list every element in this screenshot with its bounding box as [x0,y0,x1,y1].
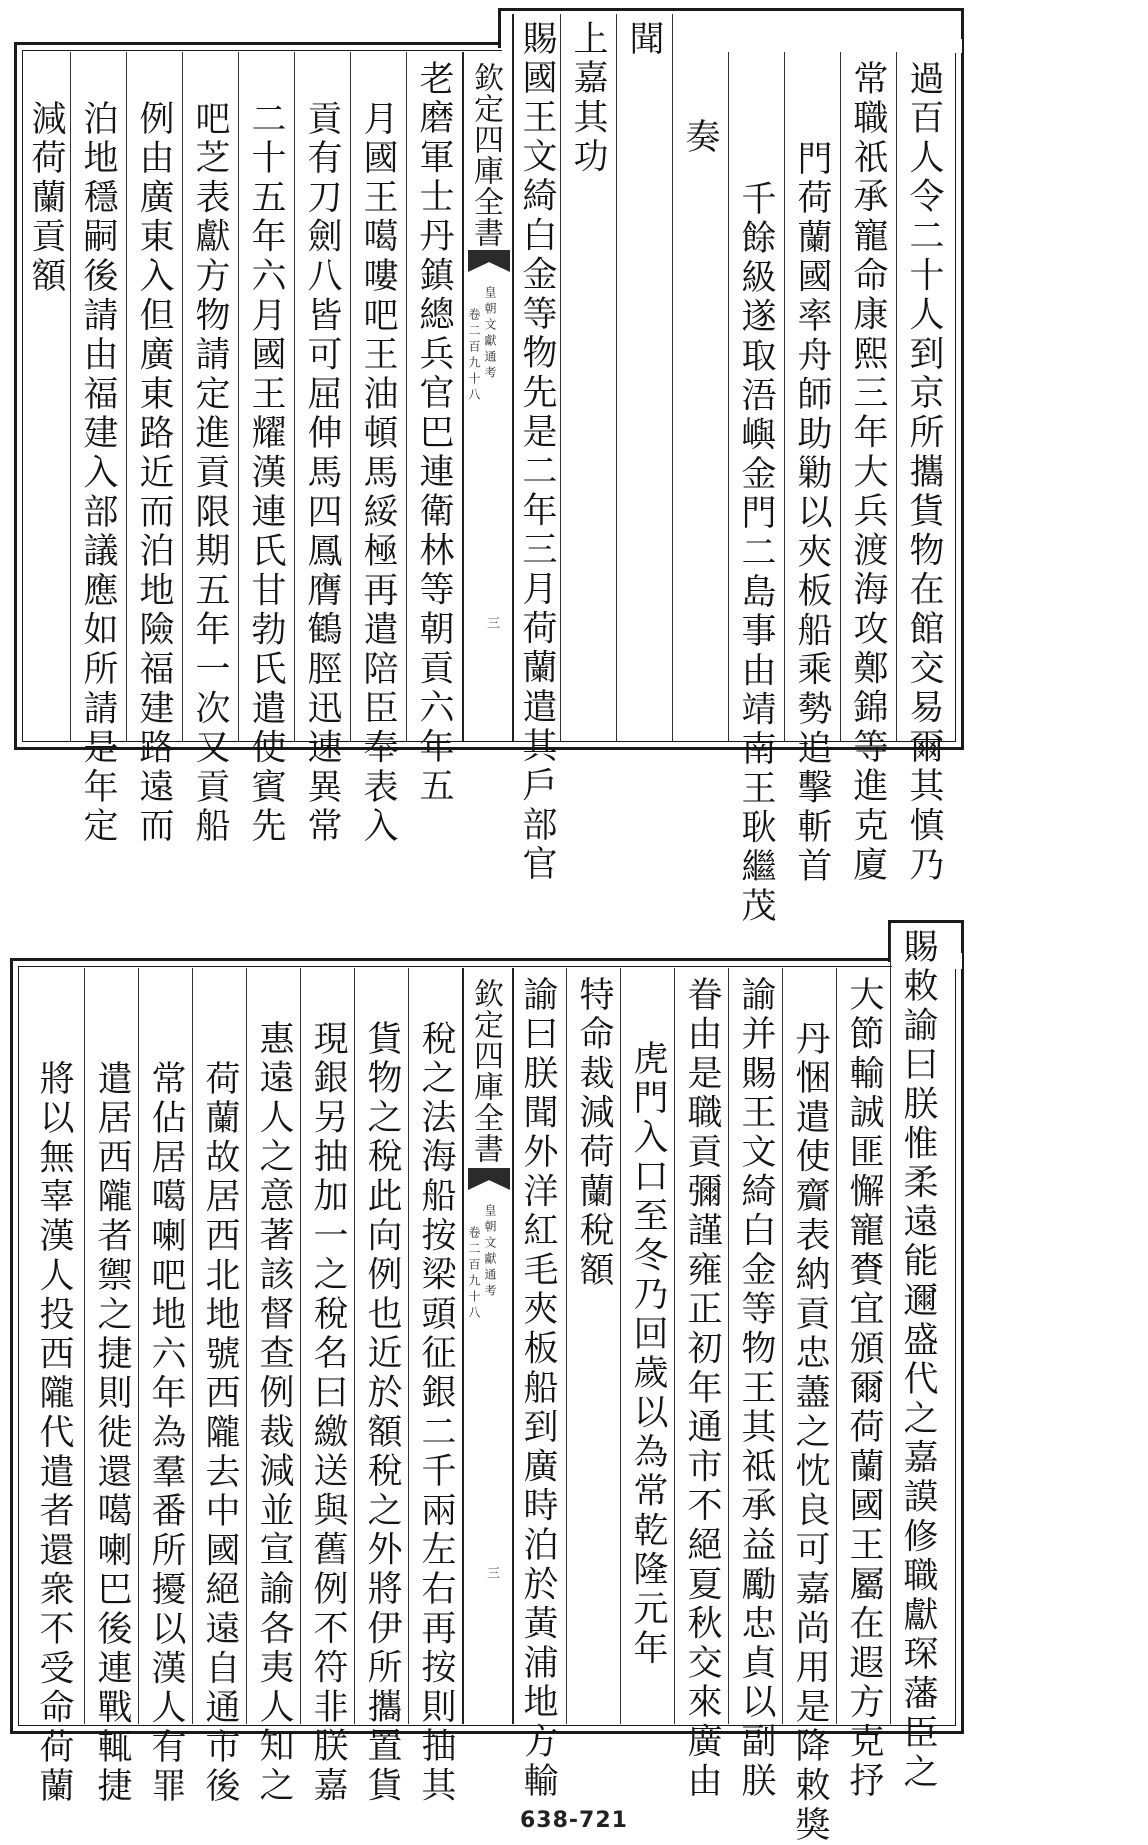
center-title: 欽定四庫全書 [468,62,503,248]
text-column: 虎門入口至冬乃回歲以為常乾隆元年 [628,1040,668,1669]
text-column: 常佔居噶喇吧地六年為羣番所擾以漢人有罪 [146,1060,186,1807]
text-column: 月國王噶嘍吧王油頓馬綏極再遣陪臣奉表入 [358,100,398,847]
text-column: 特命裁減荷蘭稅額 [574,976,614,1291]
center-strip [464,54,512,742]
text-column: 老磨軍士丹鎮總兵官巴連衛林等朝貢六年五 [414,60,454,807]
text-column: 過百人令二十人到京所攜貨物在館交易爾其慎乃 [904,60,944,886]
text-column: 貢有刀劍八皆可屈伸馬四鳳膺鶴脛迅速異常 [302,100,342,847]
text-column: 貨物之稅此向例也近於額稅之外將伊所攜置貨 [362,1020,402,1806]
text-column: 諭曰朕聞外洋紅毛夾板船到廣時泊於黃浦地方輸 [518,976,558,1802]
text-column: 賜國王文綺白金等物先是二年三月荷蘭遣其戶部官 [517,20,557,885]
center-strip [464,970,512,1724]
text-column: 眷由是職貢彌謹雍正初年通市不絕夏秋交來廣由 [682,976,722,1802]
text-column: 賜敕諭曰朕惟柔遠能邇盛代之嘉謨修職獻琛藩臣之 [898,928,938,1793]
text-column: 吧芝表獻方物請定進貢限期五年一次又貢船 [190,100,230,847]
text-column: 大節輸誠匪懈寵賚宜頒爾荷蘭國王屬在遐方克抒 [844,976,884,1802]
text-column: 常職祇承寵命康熙三年大兵渡海攻鄭錦等進克廈 [848,60,888,886]
center-title: 欽定四庫全書 [468,978,503,1164]
text-column: 減荷蘭貢額 [26,100,66,297]
page-footer-number: 638-721 [520,1808,628,1833]
text-column: 千餘級遂取浯嶼金門二島事由靖南王耿繼茂 [736,180,776,927]
text-column: 奏 [680,118,720,158]
fishtail-mark [468,1168,510,1190]
text-column: 丹悃遣使齎表納貢忠藎之忱良可嘉尚用是降敕獎 [790,1020,830,1845]
text-column: 上嘉其功 [568,20,608,178]
text-column: 諭并賜王文綺白金等物王其祗承益勵忠貞以副朕 [736,976,776,1802]
text-column: 泊地穩嗣後請由福建入部議應如所請是年定 [78,100,118,847]
book-name: 皇朝文獻通考 [483,1204,497,1300]
text-column: 稅之法海船按梁頭征銀二千兩左右再按則抽其 [416,1020,456,1806]
juan-number: 卷二百九十八 [467,1226,481,1322]
fishtail-mark [468,250,510,272]
text-column: 現銀另抽加一之稅名曰繳送與舊例不符非朕嘉 [308,1020,348,1806]
book-name: 皇朝文獻通考 [483,286,497,382]
text-column: 荷蘭故居西北地號西隴去中國絕遠自通市後 [200,1060,240,1807]
juan-number: 卷二百九十八 [467,308,481,404]
text-column: 遣居西隴者禦之捷則徙還噶喇巴後連戰輒捷 [92,1060,132,1807]
page-number: 三 [484,1566,499,1579]
text-column: 聞 [624,20,664,60]
text-column: 門荷蘭國率舟師助勦以夾板船乘勢追擊斬首 [792,140,832,887]
text-column: 二十五年六月國王耀漢連氏甘勃氏遣使賓先 [246,100,286,847]
page-number: 三 [484,616,499,629]
text-column: 將以無辜漢人投西隴代遣者還衆不受命荷蘭 [34,1060,74,1807]
text-column: 例由廣東入但廣東路近而泊地險福建路遠而 [134,100,174,847]
text-column: 惠遠人之意著該督查例裁減並宣諭各夷人知之 [254,1020,294,1806]
